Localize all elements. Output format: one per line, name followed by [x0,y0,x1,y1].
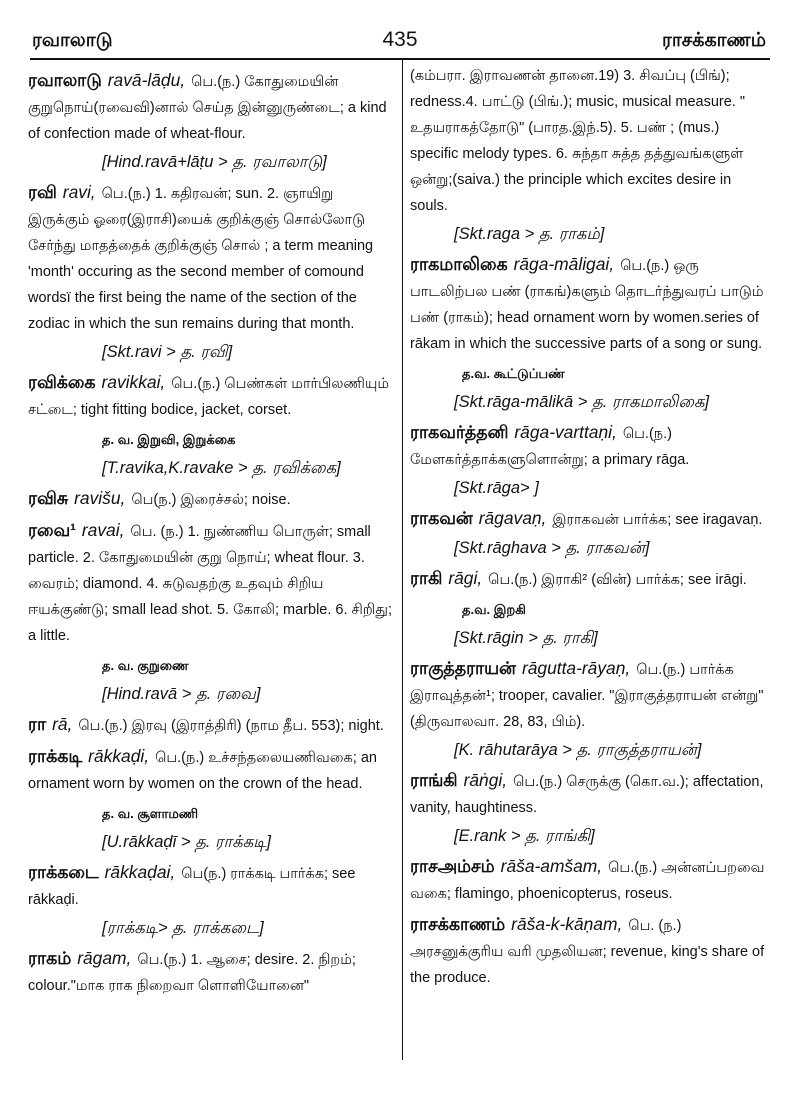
dictionary-entry [28,486,392,512]
dictionary-entry [28,68,392,146]
page-number: 435 [382,28,418,51]
definition: பெ.(ந.) பார்க்க இராவுத்தன்¹; trooper, cavalier. "இராகுத்தராயன் என்று" (திருவாலவா. 28, 83, பிம்). [410,662,764,730]
etymology-line: [K. rāhutarāya > த. ராகுத்தராயன்] [454,741,702,759]
transliteration: rāga-māligai, [513,254,615,274]
definition: பெ.(ந.) பெண்கள் மார்பிலணியும் சட்டை; tight fitting bodice, jacket, corset. [28,376,390,418]
transliteration: ravikkai, [101,372,166,392]
running-head-left: ரவாலாடு [32,30,113,51]
running-head-right: ராசக்காணம் [662,30,766,51]
dictionary-entry [28,946,392,998]
transliteration: rāṅgi, [463,770,508,790]
etymology-line: [Skt.rāgin > த. ராகி] [454,629,598,647]
headword: ராக்கடி [28,746,83,766]
transliteration: rāša-k-kāṇam, [511,914,623,934]
tamil-equivalent-line: த. வ. சூளாமணி [102,806,199,821]
transliteration: rākkaḍai, [104,862,176,882]
etymology-line: [ராக்கடி> த. ராக்கடை] [102,919,264,937]
headword: ராகவன் [410,508,473,528]
transliteration: ravai, [81,520,125,540]
headword: ராகவர்த்தனி [410,422,509,442]
dictionary-entry [410,854,770,906]
transliteration: rākkaḍi, [88,746,150,766]
etymology-line: [Skt.rāga-mālikā > த. ராகமாலிகை] [454,393,710,411]
definition: பெ.(ந.) உச்சந்தலையணிவகை; an ornament worn by women on the crown of the head. [28,750,377,792]
right-column [410,62,770,990]
headword: ரவிக்கை [28,372,96,392]
dictionary-entry [28,518,392,648]
etymology-line: [U.rākkaḍī > த. ராக்கடி] [102,833,271,851]
headword: ராங்கி [410,770,458,790]
column-divider [402,60,403,1060]
definition: பெ.(ந.) இராகி² (வின்) பார்க்க; see irāgi. [488,572,747,588]
dictionary-entry [410,912,770,990]
etymology-line: [Hind.ravā > த. ரவை] [102,685,261,703]
definition: பெ.(ந.) கோதுமையின் குறுநொய்(ரவைவி)னால் செய்த இன்னுருண்டை; a kind of confection made of wheat-flour. [28,74,387,142]
tamil-equivalent-line: த. வ. குறுணை [102,658,189,673]
transliteration: rāgutta-rāyaṇ, [521,658,631,678]
etymology-line: [Skt.rāghava > த. ராகவன்] [454,539,650,557]
headword: ரவிசு [28,488,69,508]
transliteration: rāgi, [448,568,483,588]
definition: (கம்பரா. இராவணன் தானை.19) 3. சிவப்பு (பிங்); redness.4. பாட்டு (பிங்.); music, musical measure. " உதயராகத்தோடு" (பாரத.இந்.5). 5. பண் ; (mus.) specific melody types. 6. சுந்தா சுத்த தத்துவங்களுள் ஒன்று;(saiva.) the principle which excites desire in souls. [410,68,746,214]
definition: பெ.(ந.) செருக்கு (கொ.வ.); affectation, vanity, haughtiness. [410,774,764,816]
headword: ரா [28,714,47,734]
transliteration: rā, [52,714,73,734]
definition: பெ. (ந.) 1. நுண்ணிய பொருள்; small particle. 2. கோதுமையின் குறு நொய்; wheat flour. 3. வைரம்; diamond. 4. சுடுவதற்கு உதவும் சிறிய ஈயக்குண்டு; small lead shot. 5. கோலி; marble. 6. சிறிது; a little. [28,524,392,644]
definition: இராகவன் பார்க்க; see iragavaṇ. [552,512,763,528]
header-rule [30,58,770,60]
definition: பெ.(ந.) ஒரு பாடலிற்பல பண் (ராகங்)களும் தொடர்ந்துவரப் பாடும் பண் (ராகம்); head ornament worn by women.series of rākam in which the successive parts of a song or sung. [410,258,764,352]
definition: பெ.(ந.) மேளகர்த்தாக்களுளொன்று; a primary rāga. [410,426,690,468]
dictionary-entry [28,744,392,796]
headword: ராகுத்தராயன் [410,658,516,678]
definition: பெ. (ந.) அரசனுக்குரிய வரி முதலியன; revenue, king's share of the produce. [410,918,765,986]
transliteration: rāgam, [77,948,132,968]
dictionary-entry [28,712,392,738]
transliteration: ravā-lāḍu, [107,70,186,90]
definition: பெ.(ந.) 1. கதிரவன்; sun. 2. ஞாயிறு இருக்கும் ஓரை(இராசி)யைக் குறிக்குஞ் சொல்லோடு சேர்ந்து மாதத்தைக் குறிக்குஞ் சொல் ; a term meaning 'month' occuring as the second member of comound wordsï the first being the name of the section of the zodiac in which the sun remains during that month. [28,186,374,332]
etymology-line: [Skt.rāga> ] [454,479,539,497]
transliteration: ravi, [62,182,96,202]
dictionary-entry [410,566,770,592]
tamil-equivalent-line: த. வ. இறுவி, இறுக்கை [102,432,236,447]
dictionary-entry [410,420,770,472]
transliteration: rāša-amšam, [500,856,603,876]
dictionary-entry [28,860,392,912]
headword: ராக்கடை [28,862,99,882]
definition: பெ(ந.) ராக்கடி பார்க்க; see rākkaḍi. [28,866,356,908]
etymology-line: [E.rank > த. ராங்கி] [454,827,595,845]
transliteration: rāgavaṇ, [478,508,547,528]
definition: பெ.(ந.) 1. ஆசை; desire. 2. நிறம்; colour."மாக ராக நிறைவா ளொளியோனை" [28,952,356,994]
headword: ராசஅம்சம் [410,856,495,876]
headword: ரவாலாடு [28,70,102,90]
headword: ரவை¹ [28,520,76,540]
etymology-line: [T.ravika,K.ravake > த. ரவிக்கை] [102,459,341,477]
entry-continuation [410,62,770,218]
tamil-equivalent-line: த.வ. கூட்டுப்பண் [462,366,565,381]
headword: ராகி [410,568,443,588]
etymology-line: [Hind.ravā+lāṭu > த. ரவாலாடு] [102,153,327,171]
dictionary-entry [410,506,770,532]
transliteration: ravišu, [74,488,126,508]
etymology-line: [Skt.raga > த. ராகம்] [454,225,605,243]
headword: ராசக்காணம் [410,914,506,934]
left-column [28,62,392,998]
headword: ராகம் [28,948,72,968]
etymology-line: [Skt.ravi > த. ரவி] [102,343,233,361]
dictionary-entry [28,370,392,422]
definition: பெ.(ந.) அன்னப்பறவை வகை; flamingo, phoenicopterus, roseus. [410,860,765,902]
dictionary-entry [410,768,770,820]
tamil-equivalent-line: த.வ. இறகி [462,602,526,617]
transliteration: rāga-varttaṇi, [514,422,617,442]
definition: பெ.(ந.) இரவு (இராத்திரி) (நாம தீப. 553); night. [78,718,384,734]
dictionary-entry [410,252,770,356]
definition: பெ(ந.) இரைச்சல்; noise. [131,492,291,508]
dictionary-entry [410,656,770,734]
headword: ரவி [28,182,57,202]
dictionary-entry [28,180,392,336]
headword: ராகமாலிகை [410,254,508,274]
